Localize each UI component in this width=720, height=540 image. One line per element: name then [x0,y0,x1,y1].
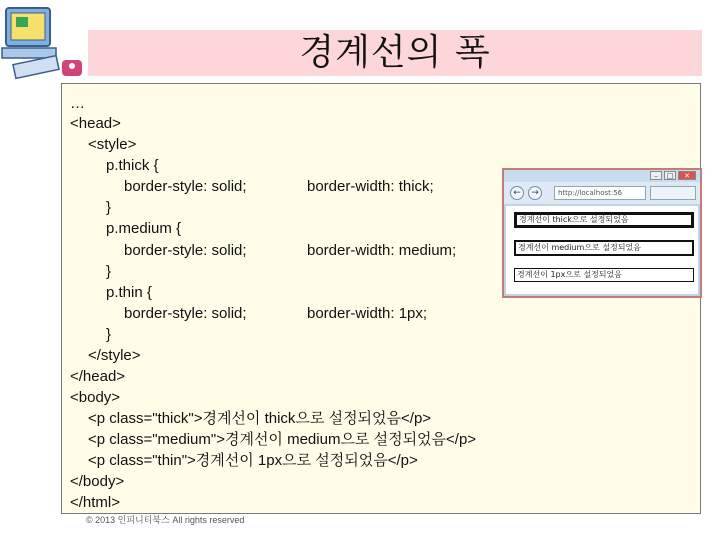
code-line: <p class="medium">경계선이 medium으로 설정되었음</p> [88,431,477,448]
code-line: <p class="thick">경계선이 thick으로 설정되었음</p> [88,410,432,427]
code-line: } [106,326,112,343]
code-line: </body> [70,473,125,490]
medium-border-paragraph: 경계선이 medium으로 설정되었음 [514,240,694,256]
browser-titlebar [504,170,700,182]
code-line: </style> [88,347,141,364]
computer-clipart-icon [0,2,88,80]
maximize-button[interactable]: □ [664,171,676,180]
minimize-button[interactable]: – [650,171,662,180]
code-line: } [106,263,112,280]
close-button[interactable]: ✕ [678,171,696,180]
code-line: border-width: thick; [307,178,434,195]
browser-preview [502,168,702,298]
code-line: border-width: medium; [307,242,457,259]
browser-tab[interactable] [650,186,696,200]
code-line: p.thin { [106,284,152,301]
slide-title: 경계선의 폭 [299,32,491,73]
code-line: <p class="thin">경계선이 1px으로 설정되었음</p> [88,452,418,469]
code-line: } [106,199,112,216]
address-bar[interactable]: http://localhost:56 [554,186,646,200]
thin-border-paragraph: 경계선이 1px으로 설정되었음 [514,268,694,282]
code-line: border-style: solid; [124,242,247,259]
code-line: </html> [70,494,121,511]
code-line: border-style: solid; [124,305,247,322]
code-panel [61,83,701,514]
code-line: <body> [70,389,121,406]
code-line: p.medium { [106,220,182,237]
code-line: border-style: solid; [124,178,247,195]
copyright-footer: © 2013 인피니티북스 All rights reserved [86,515,245,525]
code-line: border-width: 1px; [307,305,428,322]
code-line: <head> [70,115,121,132]
browser-content [506,206,698,294]
browser-navbar [504,182,700,204]
forward-button[interactable]: → [528,186,542,200]
back-button[interactable]: ← [510,186,524,200]
code-line: … [70,95,85,112]
thick-border-paragraph: 경계선이 thick으로 설정되었음 [514,212,694,228]
code-line: p.thick { [106,157,159,174]
code-line: <style> [88,136,137,153]
code-line: </head> [70,368,126,385]
